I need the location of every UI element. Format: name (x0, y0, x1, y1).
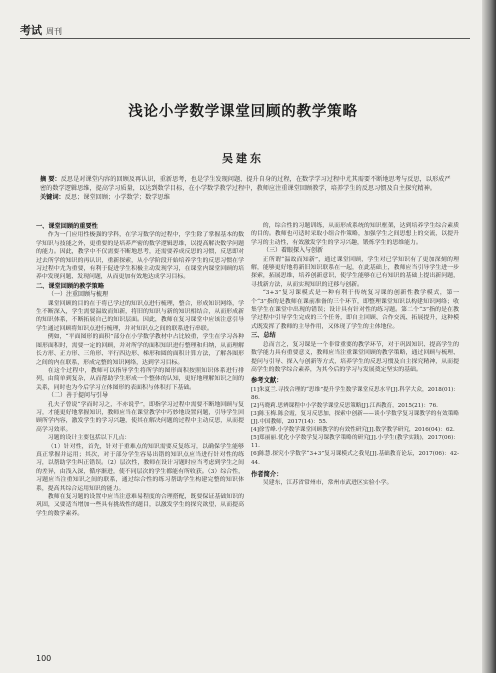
paragraph: 在这个过程中，教师可以指导学生将所学的图形面积按照知识体系进行排列，由简单到复杂，从而帮助学生形成一个整体的认知，更好地理解知识之间的关系，同时也为今后学习立体图形的表面积与体积打下基础。 (36, 367, 244, 391)
paragraph: 孔夫子曾说“学而时习之，不亦说乎”，即指学习过程中需要不断地回顾与复习，才能更好地掌握知识，教师应当在课堂教学中巧妙地设置问题，引导学生回顾所学内容，激发学生的学习兴趣，使其在解决问题的过程中主动反思，从而提高学习效率。 (36, 401, 244, 433)
author-info-title: 作者简介： (251, 470, 283, 478)
reference-item: [3]陈玉梅.陈会霞，复习反思加，探索中创新——谈小学数学复习课教学的有效策略[J].中国教师，2017(14)：55. (251, 411, 459, 426)
reference-item: [1]朱夏兰.寻找合理的“思维”提升学生数学课堂反思水平[J].科学大众，2018(01)：86. (251, 386, 459, 401)
subsection-heading: （二）善于提问与引导 (48, 392, 109, 400)
reference-item: [4]徐雪峰.小学数学课堂回顾教学的有效性研究[J].数学教学研究，2016(04)：62. (251, 427, 455, 434)
journal-header (20, 20, 470, 39)
keywords-paragraph (40, 193, 452, 202)
paragraph: 教师在复习题的设置中应当注意难易程度的合理搭配，既要保证基础知识的巩固，又要适当增加一些具有挑战性的题目，以激发学生的探究欲望，从而提高学生的数学素养。 (36, 494, 244, 517)
paragraph: 的，综合性的习题训练，从而形成系统的知识框架，达到培养学生综合素质的目的。教师也可适时采取小组合作策略，加强学生之间思想上的交流，以提升学习的主动性，有效激发学生的学习兴趣，锻炼学生的思维能力。 (251, 223, 459, 246)
left-column (36, 222, 244, 518)
keywords-label: 关键词： (40, 194, 65, 201)
paragraph: 课堂回顾的目的在于将已学过的知识点进行梳理，整合，形成知识网络，学生不断深入，学生需要温故而知新，将旧的知识与新的知识相结合，从而形成新的知识体系，不断拓展自己的知识层面。因此，教师在复习课堂中应该注意引导学生通过回顾将知识点进行梳理，并对知识点之间的联系进行串联。 (36, 300, 244, 332)
section-heading: 三、总结 (251, 332, 276, 340)
section-heading: 二、课堂回顾的教学策略 (36, 282, 105, 290)
subsection-heading: （一）注重回顾与梳理 (48, 291, 109, 299)
binding-shadow (482, 0, 496, 673)
author-info-text: 吴建东，江苏省常州市，常州市武进区实验小学。 (262, 480, 393, 487)
subsection-heading: （三）着眼探入与创新 (263, 247, 324, 255)
paragraph: 习题的设计主要包括以下几点： (47, 435, 131, 442)
right-column-body (251, 222, 459, 374)
reference-item: [2]马晓莉.思辨课程中小学数学课堂反思策略[J].江西教育，2015(21)：76. (251, 402, 438, 409)
paragraph: （1）针对性，首先，针对于重难点的知识需要反复练习，以确保学生能够真正掌握并运用；其次，对于部分学生容易出错的知识点应当进行针对性的练习，以帮助学生纠正错误。（2）层次性，教师在设计习题时应当考虑到学生之间的差异，由浅入深，循序渐进，使不同层次的学生都能有所收获。（3）综合性，习题应当注重知识之间的联系，通过综合性的练习帮助学生构建完整的知识体系，提高其综合运用知识的能力。 (36, 443, 244, 492)
abstract-text: 反思是对课堂内容的回顾及再认识，重新思考，也是学生发现问题、提升自身的过程，在数学学习过程中尤其需要不断地思考与反思，以形成严密的数学逻辑思维，提高学习质量，以达到数学目标，在小学数学教学过程中，教师应注重课堂回顾教学，培养学生的反思习惯及自主探究精神。 (40, 176, 451, 192)
article-title: 浅论小学数学课堂回顾的教学策略 (128, 104, 358, 120)
section-heading: 一、课堂回顾的重要性 (36, 223, 98, 230)
abstract-paragraph (40, 175, 452, 193)
paragraph: 例如，“平面图形的面积”部分在小学数学教材中占比较重，学生在学习各种图形面积时，需要一定的回顾，并对所学的面积知识进行整理和归纳，从而理解长方形、正方形、三角形、平行四边形、梯形和圆的面积计算方法，了解各图形之间的内在联系，形成完整的知识网络，达到学习目标。 (36, 334, 244, 366)
paragraph: “3+3”复习课模式是一种有利于传统复习课的创新性教学模式，第一个“3”指的是教师在课前准备的三个环节，即整理课堂知识以构建知识网络；收集学生在课堂中出现的错误；设计具有针对性的练习题。第二个“3”指的是在教学过程中引导学生完成的三个任务，即自主回顾、合作交流、拓展提升，这种模式既发挥了教师的主导作用，又体现了学生的主体地位。 (251, 290, 459, 330)
right-column (251, 222, 459, 487)
reference-item: [6]陈慧.探究小学数学“3+3”复习课模式之我见[J].基础教育论坛，2017(06)：42-44. (251, 451, 459, 466)
paragraph: 总而言之，复习课是一个非常重要的教学环节，对于巩固知识、提高学生的数学能力具有重要意义，教师应当注重课堂回顾的教学策略，通过回顾与梳理、提问与引导、探入与创新等方式，培养学生的反思习惯及自主探究精神，从而提高学生的数学综合素养，为其今后的学习与发展奠定坚实的基础。 (251, 341, 459, 373)
keywords-text: 反思；课堂回顾；小学数学；数学思维 (64, 194, 170, 201)
references-list (251, 386, 459, 467)
references-title: 参考文献： (251, 377, 283, 385)
paragraph: 作为一门应用性极强的学科，在学习数学的过程中，学生除了掌握基本的数学知识与技能之外，更重要的是培养严密的数学逻辑思维，以提高解决数学问题的能力。因此，教学中不仅需要不断地思考，还需要养成反思的习惯，反思即对过去所学的知识的再认识，重新探索，从小学阶段开始培养学生的反思习惯在学习过程中尤为重要，有利于促进学生积极主动发现学习，在课堂内课堂回顾的培养中发现问题、发现问题，从而更加有效地达成学习目标。 (36, 232, 244, 281)
abstract-block (40, 175, 452, 202)
abstract-label: 摘 要： (40, 176, 61, 183)
article-author: 吴建东 (222, 152, 264, 165)
journal-name: 考试 (20, 24, 42, 37)
journal-subtitle: 周刊 (46, 27, 62, 36)
reference-item: [5]郑丽丽.优化小学数学复习课教学策略的研究[J].小学生(教学实践)，2017(06)：11. (251, 435, 459, 450)
page-number: 100 (36, 654, 52, 663)
paragraph: 正所谓“温故而知新”，通过课堂回顾，学生对已学知识有了更加深刻的理解，能够更好地将新旧知识联系在一起，在此基础上，教师应当引导学生进一步探索，拓展思维，培养创新意识，使学生能够在已有知识的基础上提出新问题，寻找新方法，从而实现知识的迁移与创新。 (251, 256, 459, 288)
